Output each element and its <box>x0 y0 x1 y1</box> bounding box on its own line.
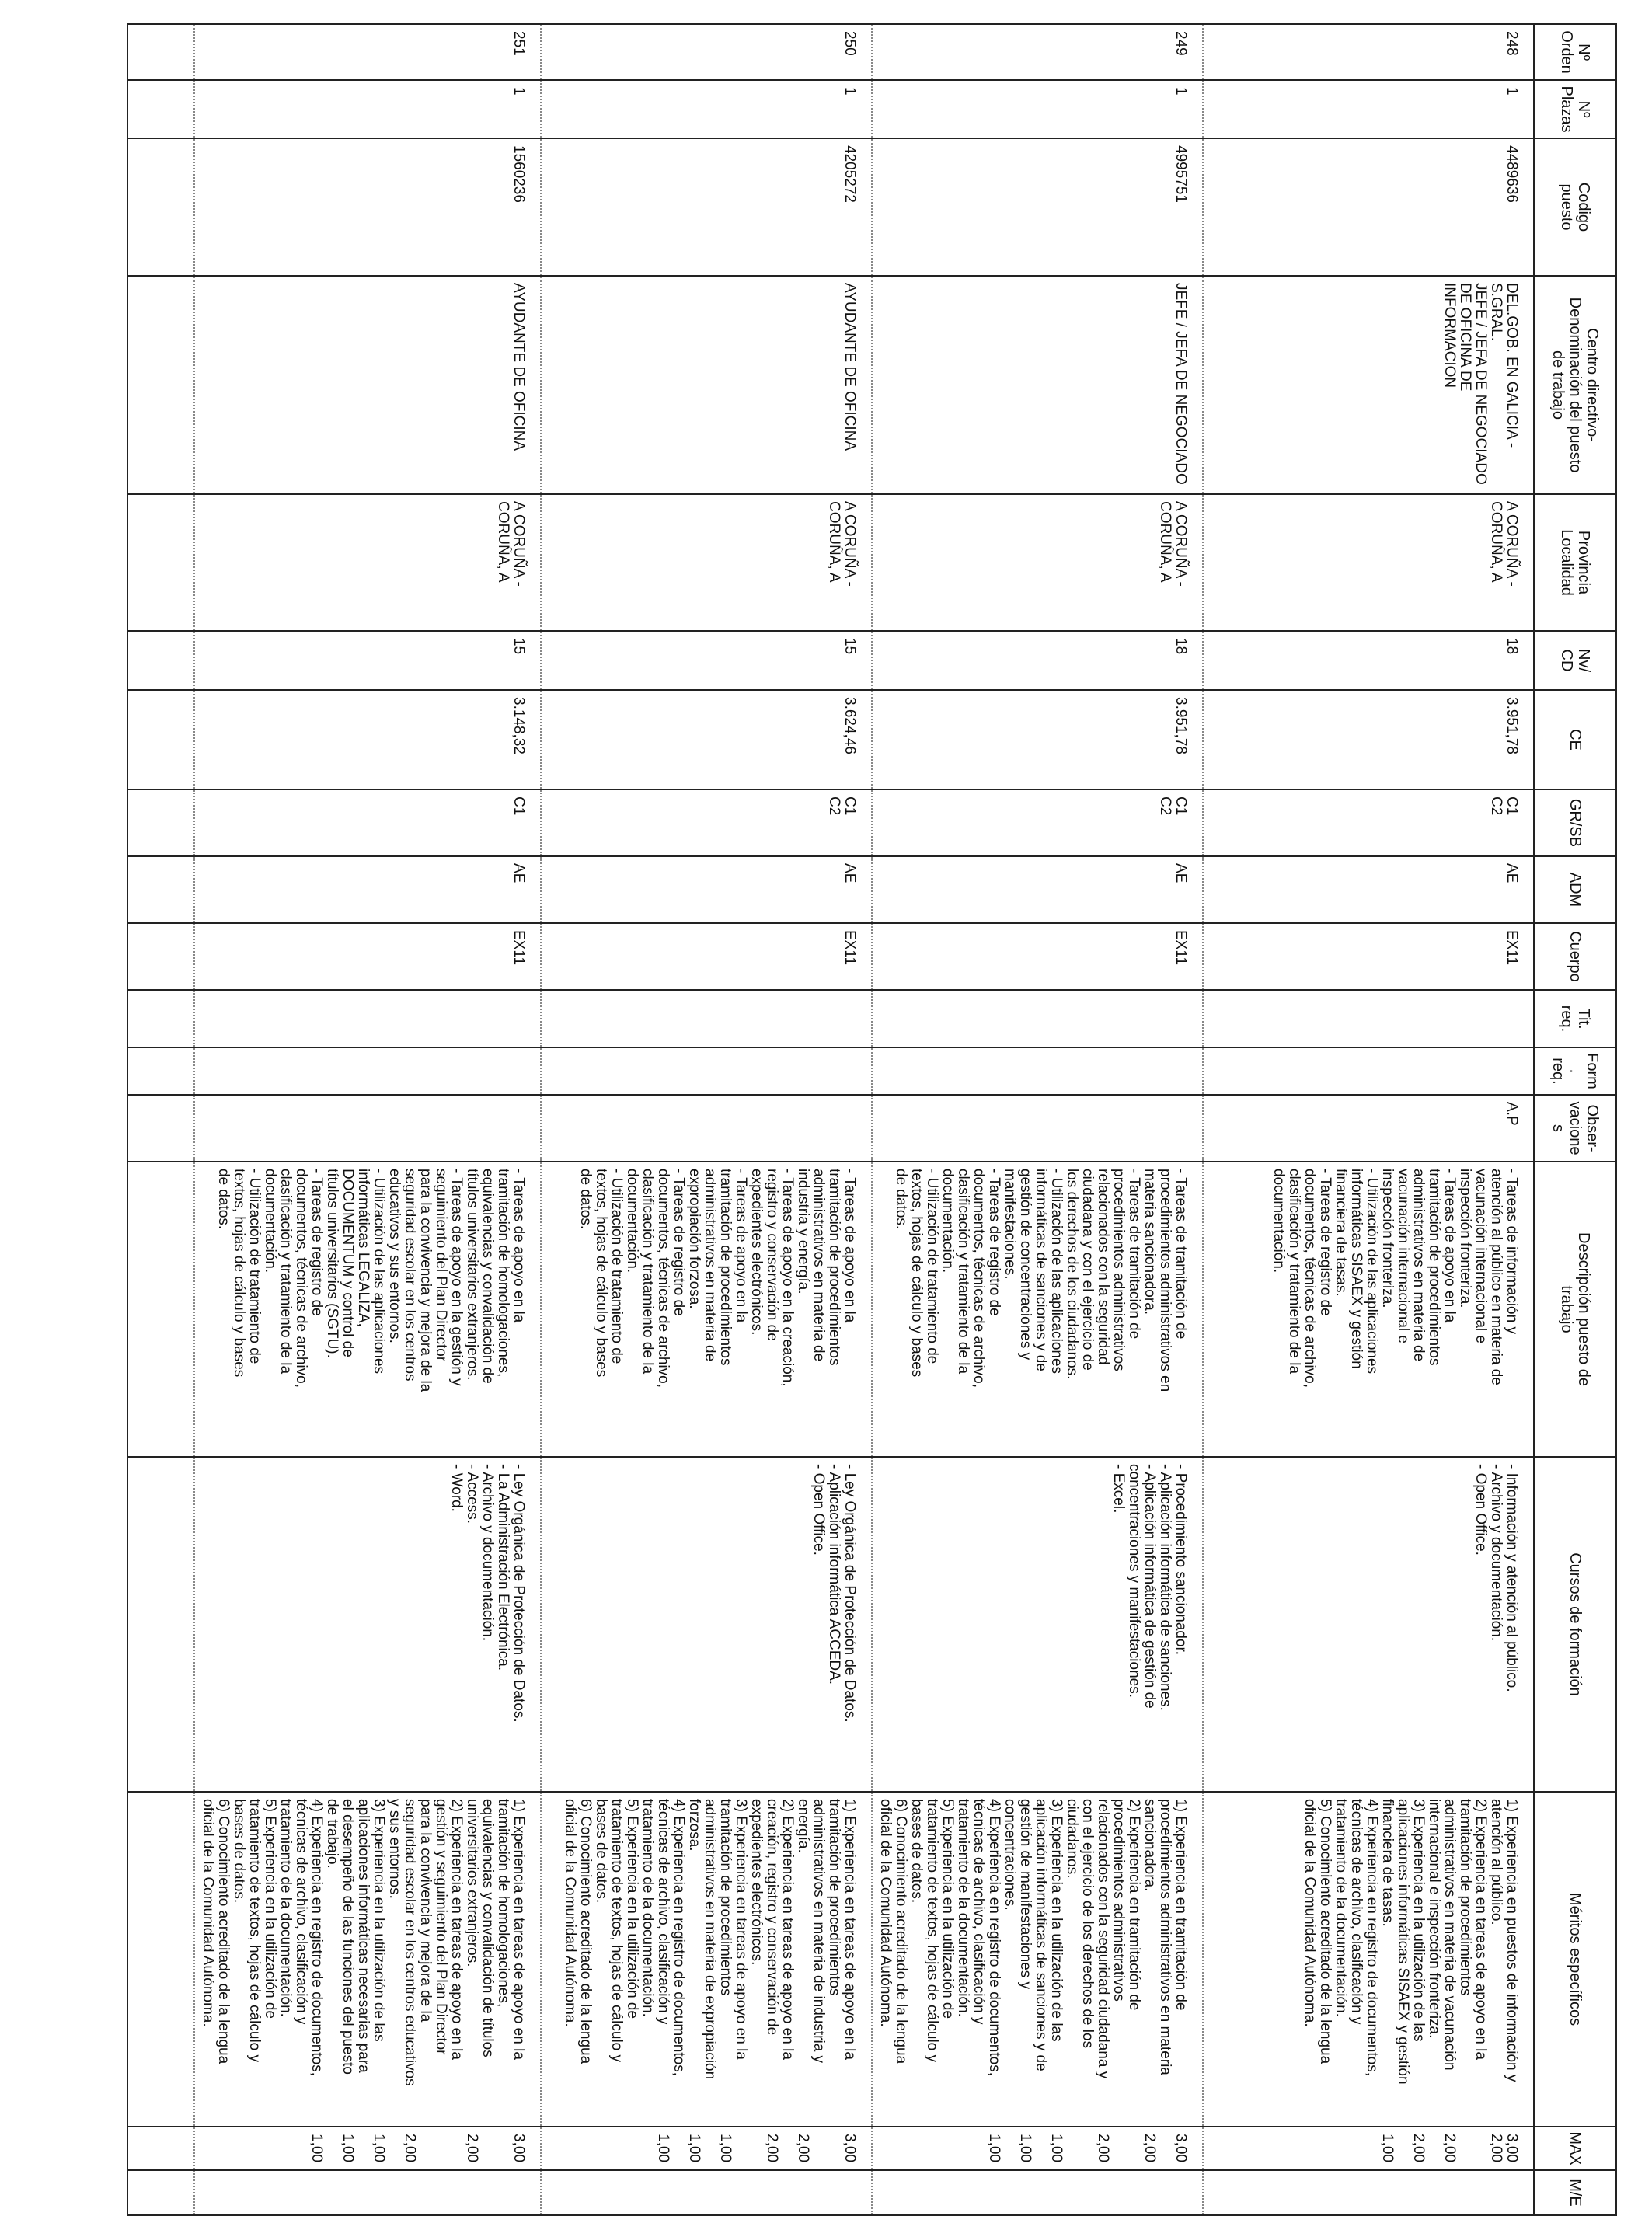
cell-provincia: A CORUÑA - CORUÑA, A <box>541 494 872 631</box>
header-observaciones: Obser- vaciones <box>1534 1095 1616 1162</box>
cell-plazas: 1 <box>541 80 872 138</box>
cell-codigo: 4995751 <box>872 138 1203 276</box>
cell-cursos: - Procedimiento sancionador. - Aplicación informática de sanciones. - Aplicación informática de gestión de concentraciones y manifestaciones. - Excel. <box>872 1457 1203 1792</box>
table-row-empty <box>127 24 194 2215</box>
cell-descripcion: - Tareas de apoyo en la tramitación de homologaciones, equivalencias y convalidación de títulos universitarios extranjeros. - Tareas de apoyo en la gestión y seguimiento del Plan Director para la convivencia y mejora de la seguridad escolar en los centros educativos y sus entornos. - Utilización de las aplicaciones informáticas LEGALIZA, DOCUMENTUM y control de títulos universitarios (SGTU). - Tareas de registro de documentos, técnicas de archivo, clasificación y tratamiento de la documentación. - Utilización de tratamiento de textos, hojas de cálculo y bases de datos. <box>194 1162 541 1457</box>
cell-observaciones <box>872 1095 1203 1162</box>
cell-cuerpo: EX11 <box>1203 923 1534 990</box>
cell-plazas: 1 <box>872 80 1203 138</box>
cell-adm: AE <box>1203 856 1534 923</box>
cell-empty <box>127 138 194 276</box>
header-adm: ADM <box>1534 856 1616 923</box>
cell-centro: DEL.GOB. EN GALICIA - S.GRAL. JEFE / JEFA DE NEGOCIADO DE OFICINA DE INFORMACION <box>1203 276 1534 494</box>
cell-form-req <box>1203 1047 1534 1095</box>
cell-form-req <box>194 1047 541 1095</box>
cell-adm: AE <box>872 856 1203 923</box>
cell-nv-cd: 15 <box>541 631 872 690</box>
header-row <box>1534 24 1616 2215</box>
cell-me <box>1203 2170 1534 2215</box>
cell-form-req <box>541 1047 872 1095</box>
cell-orden: 248 <box>1203 24 1534 80</box>
cell-tit-req <box>194 990 541 1047</box>
cell-empty <box>127 1047 194 1095</box>
cell-me <box>194 2170 541 2215</box>
cell-plazas: 1 <box>1203 80 1534 138</box>
header-codigo: Codigo puesto <box>1534 138 1616 276</box>
cell-empty <box>127 276 194 494</box>
header-orden: Nº Orden <box>1534 24 1616 80</box>
cell-empty <box>127 2127 194 2170</box>
cell-ce: 3.148,32 <box>194 690 541 789</box>
cell-max: 3,00 2,00 2,00 1,00 1,00 1,00 <box>541 2127 872 2170</box>
cell-empty <box>127 1457 194 1792</box>
cell-tit-req <box>541 990 872 1047</box>
table-row <box>194 24 541 2215</box>
cell-ce: 3.951,78 <box>1203 690 1534 789</box>
cell-nv-cd: 15 <box>194 631 541 690</box>
cell-empty <box>127 923 194 990</box>
header-centro: Centro directivo- Denominación del puesto de trabajo <box>1534 276 1616 494</box>
cell-ce: 3.624,46 <box>541 690 872 789</box>
cell-empty <box>127 494 194 631</box>
header-cuerpo: Cuerpo <box>1534 923 1616 990</box>
cell-observaciones <box>194 1095 541 1162</box>
cell-orden: 251 <box>194 24 541 80</box>
cell-meritos: 1) Experiencia en tareas de apoyo en la tramitación de procedimientos administrativos en materia de industria y energía. 2) Experiencia en tareas de apoyo en la creación, registro y conservación de expedientes electrónicos. 3) Experiencia en tareas de apoyo en la tramitación de procedimientos administrativos en materia de expropiación forzosa. 4) Experiencia en registro de documentos, técnicas de archivo, clasificación y tratamiento de la documentación. 5) Experiencia en la utilización de tratamiento de textos, hojas de cálculo y bases de datos. 6) Conocimiento acreditado de la lengua oficial de la Comunidad Autónoma. <box>541 1792 872 2127</box>
cell-adm: AE <box>541 856 872 923</box>
cell-max: 3,00 2,00 2,00 1,00 1,00 1,00 <box>194 2127 541 2170</box>
cell-cursos: - Ley Orgánica de Protección de Datos. - Aplicación informática ACCEDA. - Open Office. <box>541 1457 872 1792</box>
cell-tit-req <box>872 990 1203 1047</box>
cell-nv-cd: 18 <box>872 631 1203 690</box>
cell-empty <box>127 1792 194 2127</box>
cell-ce: 3.951,78 <box>872 690 1203 789</box>
cell-provincia: A CORUÑA - CORUÑA, A <box>872 494 1203 631</box>
cell-descripcion: - Tareas de apoyo en la tramitación de procedimientos administrativos en materia de industria y energía. - Tareas de apoyo en la creación, registro y conservación de expedientes electrónicos. - Tareas de apoyo en la tramitación de procedimientos administrativos en materia de expropiación forzosa. - Tareas de registro de documentos, técnicas de archivo, clasificación y tratamiento de la documentación. - Utilización de tratamiento de textos, hojas de cálculo y bases de datos. <box>541 1162 872 1457</box>
cell-cuerpo: EX11 <box>872 923 1203 990</box>
header-tit-req: Tit. req. <box>1534 990 1616 1047</box>
cell-empty <box>127 80 194 138</box>
cell-max: 3,00 2,00 2,00 1,00 1,00 1,00 <box>872 2127 1203 2170</box>
cell-centro: AYUDANTE DE OFICINA <box>541 276 872 494</box>
cell-empty <box>127 24 194 80</box>
header-nv-cd: Nv/ CD <box>1534 631 1616 690</box>
cell-codigo: 4489636 <box>1203 138 1534 276</box>
header-gr-sb: GR/SB <box>1534 789 1616 856</box>
cell-plazas: 1 <box>194 80 541 138</box>
cell-orden: 249 <box>872 24 1203 80</box>
cell-cuerpo: EX11 <box>541 923 872 990</box>
header-max: MAX <box>1534 2127 1616 2170</box>
cell-codigo: 4205272 <box>541 138 872 276</box>
cell-descripcion: - Tareas de información y atención al público en materia de vacunación internacional e inspección fronteriza. - Tareas de apoyo en la tramitación de procedimientos administrativos en materia de vacunación internacional e inspección fronteriza. - Utilización de las aplicaciones informáticas SISAEX y gestión financiera de tasas. - Tareas de registro de documentos, técnicas de archivo, clasificación y tratamiento de la documentación. <box>1203 1162 1534 1457</box>
cell-empty <box>127 1162 194 1457</box>
table-row <box>872 24 1203 2215</box>
cell-max: 3,00 2,00 2,00 2,00 1,00 <box>1203 2127 1534 2170</box>
cell-gr-sb: C1 C2 <box>872 789 1203 856</box>
cell-empty <box>127 2170 194 2215</box>
cell-cursos: - Ley Orgánica de Protección de Datos. - La Administración Electrónica. - Archivo y documentación. - Access. - Word. <box>194 1457 541 1792</box>
cell-gr-sb: C1 C2 <box>541 789 872 856</box>
cell-descripcion: - Tareas de tramitación de procedimientos administrativos en materia sancionadora. - Tareas de tramitación de procedimientos administrativos relacionados con la seguridad ciudadana y con el ejercicio de los derechos de los ciudadanos. - Utilización de las aplicaciones informáticas de sanciones y de gestión de concentraciones y manifestaciones. - Tareas de registro de documentos, técnicas de archivo, clasificación y tratamiento de la documentación. - Utilización de tratamiento de textos, hojas de cálculo y bases de datos. <box>872 1162 1203 1457</box>
header-descripcion: Descripción puesto de trabajo <box>1534 1162 1616 1457</box>
cell-empty <box>127 856 194 923</box>
cell-cuerpo: EX11 <box>194 923 541 990</box>
cell-empty <box>127 789 194 856</box>
job-positions-table <box>127 23 1617 2216</box>
cell-form-req <box>872 1047 1203 1095</box>
cell-empty <box>127 990 194 1047</box>
header-form-req: Form. req. <box>1534 1047 1616 1095</box>
cell-empty <box>127 1095 194 1162</box>
header-ce: CE <box>1534 690 1616 789</box>
cell-observaciones: A.P <box>1203 1095 1534 1162</box>
cell-empty <box>127 631 194 690</box>
cell-empty <box>127 690 194 789</box>
cell-centro: JEFE / JEFA DE NEGOCIADO <box>872 276 1203 494</box>
header-provincia: Provincia Localidad <box>1534 494 1616 631</box>
cell-centro: AYUDANTE DE OFICINA <box>194 276 541 494</box>
cell-tit-req <box>1203 990 1534 1047</box>
header-meritos: Méritos específicos <box>1534 1792 1616 2127</box>
cell-orden: 250 <box>541 24 872 80</box>
cell-provincia: A CORUÑA - CORUÑA, A <box>1203 494 1534 631</box>
cell-meritos: 1) Experiencia en tramitación de procedimientos administrativos en materia sancionadora. 2) Experiencia en tramitación de procedimientos administrativos relacionados con la seguridad ciudadana y con el ejercicio de los derechos de los ciudadanos. 3) Experiencia en la utilización de las aplicación informáticas de sanciones y de gestión de manifestaciones y concentraciones. 4) Experiencia en registro de documentos, técnicas de archivo, clasificación y tratamiento de la documentación. 5) Experiencia en la utilización de tratamiento de textos, hojas de cálculo y bases de datos. 6) Conocimiento acreditado de la lengua oficial de la Comunidad Autónoma. <box>872 1792 1203 2127</box>
table-row <box>1203 24 1534 2215</box>
cell-me <box>872 2170 1203 2215</box>
table-row <box>541 24 872 2215</box>
cell-observaciones <box>541 1095 872 1162</box>
header-cursos: Cursos de formación <box>1534 1457 1616 1792</box>
cell-cursos: - Información y atención al público. - Archivo y documentación. - Open Office. <box>1203 1457 1534 1792</box>
cell-nv-cd: 18 <box>1203 631 1534 690</box>
cell-meritos: 1) Experiencia en puestos de información y atención al público. 2) Experiencia en tareas de apoyo en la tramitación de procedimientos administrativos en materia de vacunación internacional e inspección fronteriza. 3) Experiencia en la utilización de las aplicaciones informáticas SISAEX y gestión financiera de tasas. 4) Experiencia en registro de documentos, técnicas de archivo, clasificación y tratamiento de la documentación. 5) Conocimiento acreditado de la lengua oficial de la Comunidad Autónoma. <box>1203 1792 1534 2127</box>
cell-me <box>541 2170 872 2215</box>
cell-adm: AE <box>194 856 541 923</box>
header-plazas: Nº Plazas <box>1534 80 1616 138</box>
cell-gr-sb: C1 <box>194 789 541 856</box>
cell-meritos: 1) Experiencia en tareas de apoyo en la tramitación de homologaciones, equivalencias y convalidación de títulos universitarios extranjeros. 2) Experiencia en tareas de apoyo en la gestión y seguimiento del Plan Director para la convivencia y mejora de la seguridad escolar en los centros educativos y sus entornos. 3) Experiencia en la utilización de las aplicaciones informáticas necesarias para el desempeño de las funciones del puesto de trabajo. 4) Experiencia en registro de documentos, técnicas de archivo, clasificación y tratamiento de la documentación. 5) Experiencia en la utilización de tratamiento de textos, hojas de cálculo y bases de datos. 6) Conocimiento acreditado de la lengua oficial de la Comunidad Autónoma. <box>194 1792 541 2127</box>
cell-gr-sb: C1 C2 <box>1203 789 1534 856</box>
cell-provincia: A CORUÑA - CORUÑA, A <box>194 494 541 631</box>
cell-codigo: 1560236 <box>194 138 541 276</box>
header-me: M/E <box>1534 2170 1616 2215</box>
